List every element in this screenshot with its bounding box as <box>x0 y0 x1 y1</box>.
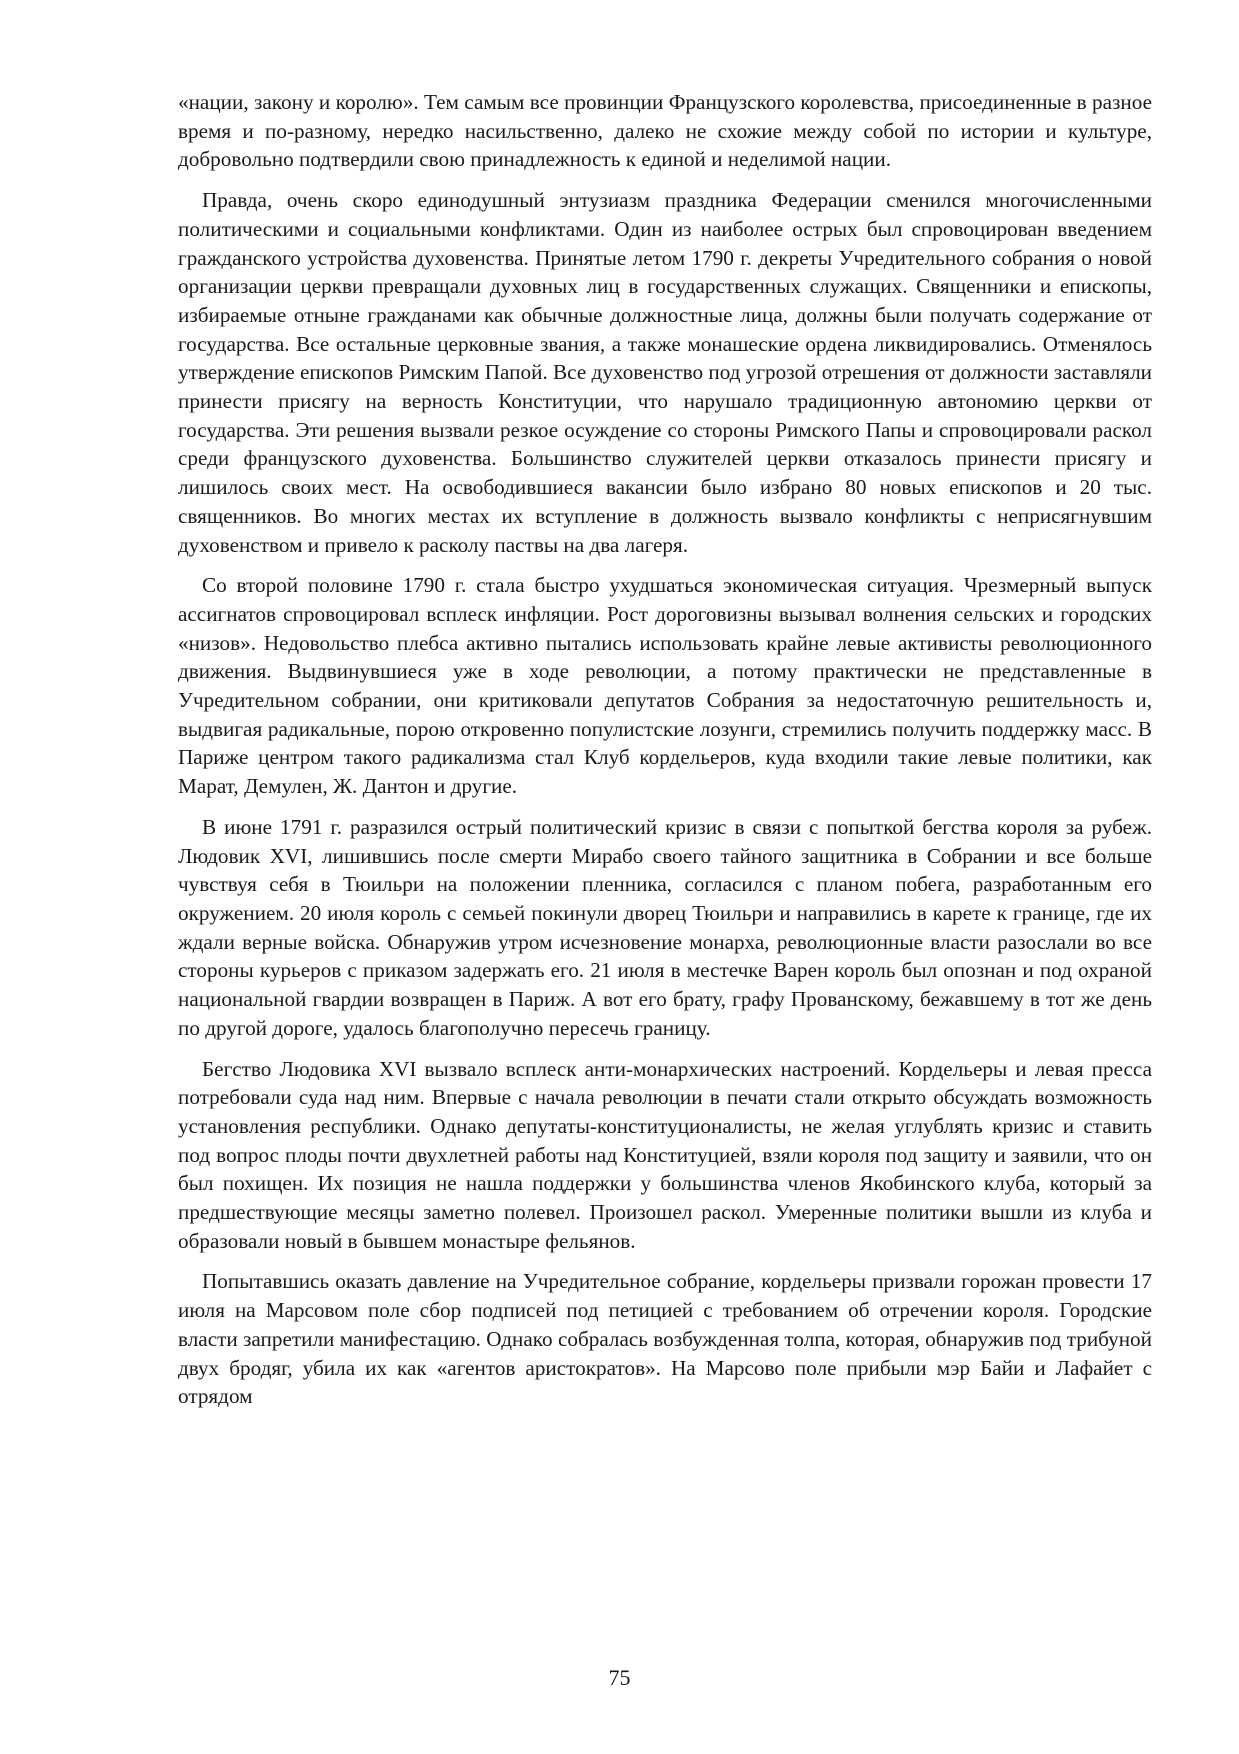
paragraph: В июне 1791 г. разразился острый политический кризис в связи с попыткой бегства короля за рубеж. Людовик XVI, лишившись после смерти Мирабо своего тайного защитника в Собрании и все больше чувствуя себя в Тюильри на положении пленника, согласился с планом побега, разработанным его окружением. 20 июля король с семьей покинули дворец Тюильри и направились в карете к границе, где их ждали верные войска. Обнаружив утром исчезновение монарха, революционные власти разослали во все стороны курьеров с приказом задержать его. 21 июля в местечке Варен король был опознан и под охраной национальной гвардии возвращен в Париж. А вот его брату, графу Прованскому, бежавшему в тот же день по другой дороге, удалось благополучно пересечь границу. <box>178 814 1152 1040</box>
paragraph: «нации, закону и королю». Тем самым все провинции Французского королевства, присоединенные в разное время и по-разному, нередко насильственно, далеко не схожие между собой по истории и культуре, добровольно подтвердили свою принадлежность к единой и неделимой нации. <box>178 90 1152 172</box>
paragraph: Бегство Людовика XVI вызвало всплеск анти-монархических настроений. Кордельеры и левая пресса потребовали суда над ним. Впервые с начала революции в печати стали открыто обсуждать возможность установления республики. Однако депутаты-конституционалисты, не желая углублять кризис и ставить под вопрос плоды почти двухлетней работы над Конституцией, взяли короля под защиту и заявили, что он был похищен. Их позиция не нашла поддержки у большинства членов Якобинского клуба, который за предшествующие месяцы заметно полевел. Произошел раскол. Умеренные политики вышли из клуба и образовали новый в бывшем монастыре фельянов. <box>178 1056 1152 1253</box>
paragraph: Попытавшись оказать давление на Учредительное собрание, кордельеры призвали горожан провести 17 июля на Марсовом поле сбор подписей под петицией с требованием об отречении короля. Городские власти запретили манифестацию. Однако собралась возбужденная толпа, которая, обнаружив под трибуной двух бродяг, убила их как «агентов аристократов». На Марсово поле прибыли мэр Байи и Лафайет с отрядом <box>178 1269 1152 1409</box>
page-number: 75 <box>608 1665 631 1690</box>
page-body <box>178 88 1152 1423</box>
paragraph: Со второй половине 1790 г. стала быстро ухудшаться экономическая ситуация. Чрезмерный выпуск ассигнатов спровоцировал всплеск инфляции. Рост дороговизны вызывал волнения сельских и городских «низов». Недовольство плебса активно пытались использовать крайне левые активисты революционного движения. Выдвинувшиеся уже в ходе революции, а потому практически не представленные в Учредительном собрании, они критиковали депутатов Собрания за недостаточную решительность и, выдвигая радикальные, порою откровенно популистские лозунги, стремились получить поддержку масс. В Париже центром такого радикализма стал Клуб кордельеров, куда входили такие левые политики, как Марат, Демулен, Ж. Дантон и другие. <box>178 573 1152 799</box>
paragraph: Правда, очень скоро единодушный энтузиазм праздника Федерации сменился многочисленными политическими и социальными конфликтами. Один из наиболее острых был спровоцирован введением гражданского устройства духовенства. Принятые летом 1790 г. декреты Учредительного собрания о новой организации церкви превращали духовных лиц в государственных служащих. Священники и епископы, избираемые отныне гражданами как обычные должностные лица, должны были получать содержание от государства. Все остальные церковные звания, а также монашеские ордена ликвидировались. Отменялось утверждение епископов Римским Папой. Все духовенство под угрозой отрешения от должности заставляли принести присягу на верность Конституции, что нарушало традиционную автономию церкви от государства. Эти решения вызвали резкое осуждение со стороны Римского Папы и спровоцировали раскол среди французского духовенства. Большинство служителей церкви отказалось принести присягу и лишилось своих мест. На освободившиеся вакансии было избрано 80 новых епископов и 20 тыс. священников. Во многих местах их вступление в должность вызвало конфликты с неприсягнувшим духовенством и привело к расколу паствы на два лагеря. <box>178 188 1152 557</box>
